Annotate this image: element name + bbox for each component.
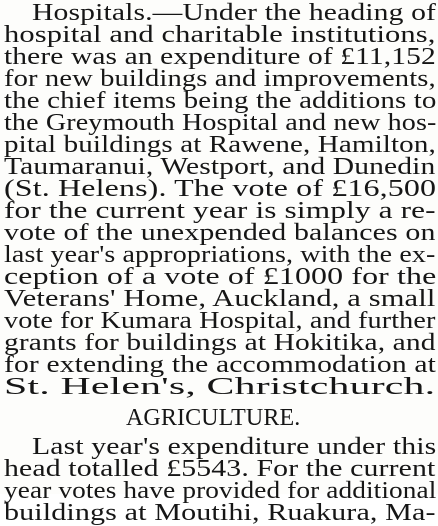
- agriculture-line-1: Last year's expenditure under this: [32, 434, 437, 460]
- hospitals-line-7: pital buildings at Rawene, Hamilton,: [4, 132, 436, 158]
- hospitals-line-10: for the current year is simply a re-: [4, 198, 436, 224]
- hospitals-line-14: Veterans' Home, Auckland, a small: [4, 286, 436, 312]
- hospitals-line-8: Taumaranui, Westport, and Dunedin: [4, 154, 436, 180]
- hospitals-line-4: for new buildings and improvements,: [4, 66, 436, 92]
- hospitals-line-2: hospital and charitable institutions,: [4, 22, 436, 48]
- hospitals-line-17: for extending the accommodation at: [4, 352, 436, 378]
- hospitals-line-18: St. Helen's, Christchurch.: [4, 374, 436, 400]
- hospitals-line-15: vote for Kumara Hospital, and further: [4, 308, 436, 334]
- agriculture-heading: AGRICULTURE.: [126, 405, 301, 431]
- agriculture-line-3: year votes have provided for additional: [4, 478, 437, 504]
- hospitals-line-13: ception of a vote of £1000 for the: [4, 264, 437, 290]
- hospitals-line-1: Hospitals.—Under the heading of: [32, 0, 437, 26]
- hospitals-line-12: last year's appropriations, with the ex-: [4, 242, 436, 268]
- hospitals-line-5: the chief items being the additions to: [4, 88, 437, 114]
- agriculture-line-2: head totalled £5543. For the current: [4, 456, 436, 482]
- hospitals-line-6: the Greymouth Hospital and new hos-: [4, 110, 437, 136]
- hospitals-line-3: there was an expenditure of £11,152: [4, 44, 436, 70]
- agriculture-line-4: buildings at Moutihi, Ruakura, Ma-: [4, 500, 436, 526]
- hospitals-line-9: (St. Helens). The vote of £16,500: [4, 176, 437, 202]
- hospitals-line-11: vote of the unexpended balances on: [4, 220, 436, 246]
- hospitals-line-16: grants for buildings at Hokitika, and: [4, 330, 436, 356]
